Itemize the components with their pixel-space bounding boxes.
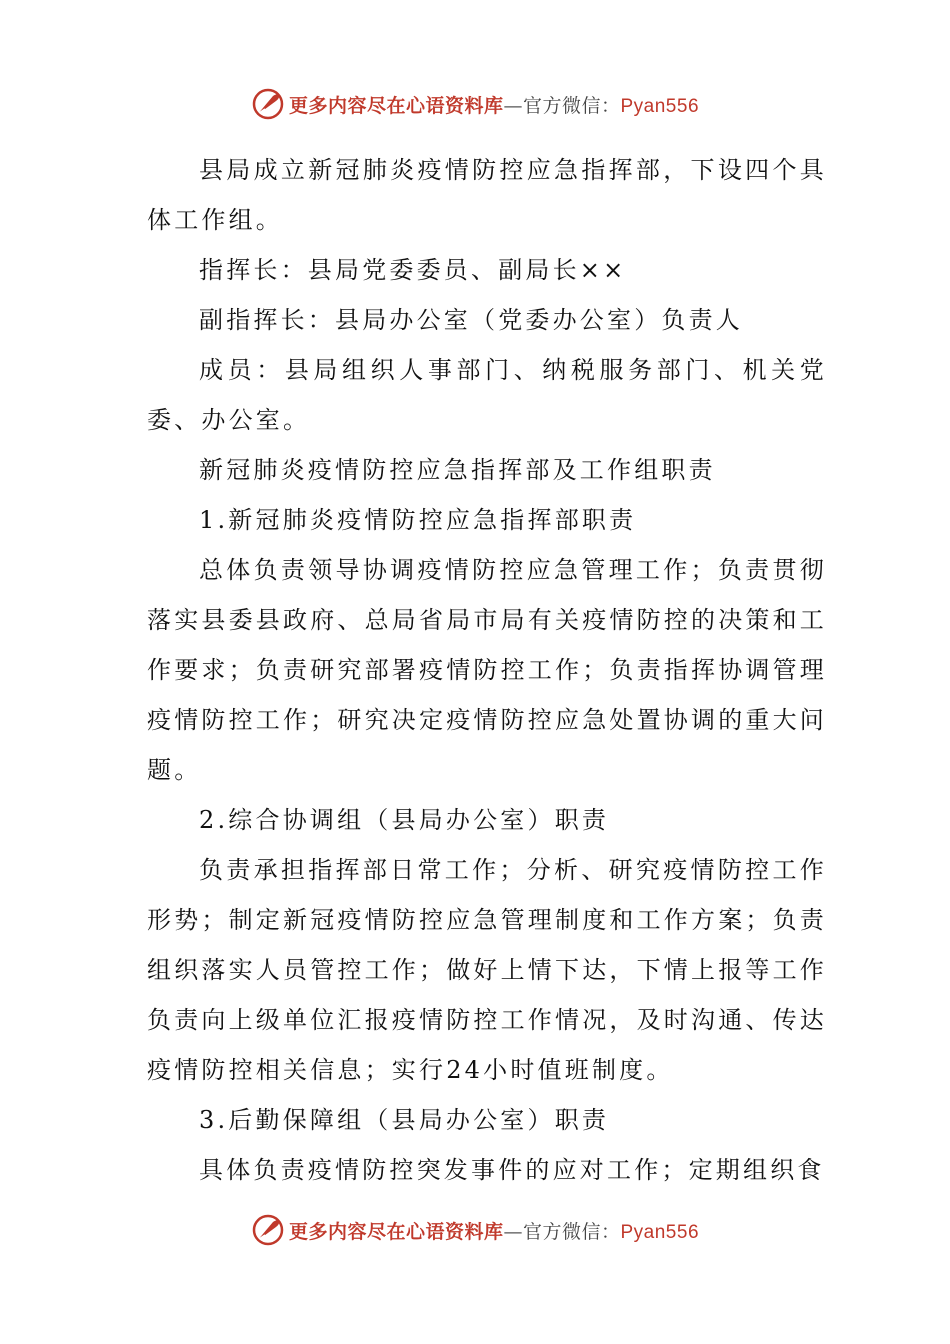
paragraph-intro: 县局成立新冠肺炎疫情防控应急指挥部，下设四个具体工作组。 [147, 156, 827, 234]
paragraph-duties-3: 具体负责疫情防控突发事件的应对工作；定期组织食 [199, 1156, 825, 1184]
watermark-dash: — [503, 94, 523, 117]
paragraph-members: 成员：县局组织人事部门、纳税服务部门、机关党委、办公室。 [147, 356, 827, 434]
document-body [147, 145, 827, 1195]
watermark-dash: — [503, 1220, 523, 1243]
paragraph-commander: 指挥长：县局党委委员、副局长×× [199, 256, 627, 284]
watermark-wechat: Pyan556 [620, 1221, 700, 1243]
heading-1: 1.新冠肺炎疫情防控应急指挥部职责 [199, 506, 637, 534]
watermark-label: 官方微信： [522, 94, 621, 117]
watermark-header [0, 84, 950, 124]
watermark-label: 官方微信： [522, 1220, 621, 1243]
watermark-brand: 更多内容尽在心语资料库 [288, 94, 504, 117]
heading-2: 2.综合协调组（县局办公室）职责 [199, 806, 610, 834]
heading-3: 3.后勤保障组（县局办公室）职责 [199, 1106, 610, 1134]
paragraph-deputy-commander: 副指挥长：县局办公室（党委办公室）负责人 [199, 306, 743, 334]
watermark-text [289, 1217, 699, 1244]
watermark-text [289, 91, 699, 118]
watermark-brand: 更多内容尽在心语资料库 [288, 1220, 504, 1243]
paragraph-duties-2: 负责承担指挥部日常工作；分析、研究疫情防控工作形势；制定新冠疫情防控应急管理制度和工作方案；负责组织落实人员管控工作；做好上情下达，下情上报等工作负责向上级单位汇报疫情防控工作情况，及时沟通、传达疫情防控相关信息；实行24小时值班制度。 [147, 856, 827, 1084]
section-heading: 新冠肺炎疫情防控应急指挥部及工作组职责 [199, 456, 716, 484]
quill-logo-icon [251, 1213, 285, 1247]
watermark-footer [0, 1210, 950, 1250]
quill-logo-icon [251, 87, 285, 121]
paragraph-duties-1: 总体负责领导协调疫情防控应急管理工作；负责贯彻落实县委县政府、总局省局市局有关疫情防控的决策和工作要求；负责研究部署疫情防控工作；负责指挥协调管理疫情防控工作；研究决定疫情防控应急处置协调的重大问题。 [147, 556, 827, 784]
watermark-wechat: Pyan556 [620, 95, 700, 117]
